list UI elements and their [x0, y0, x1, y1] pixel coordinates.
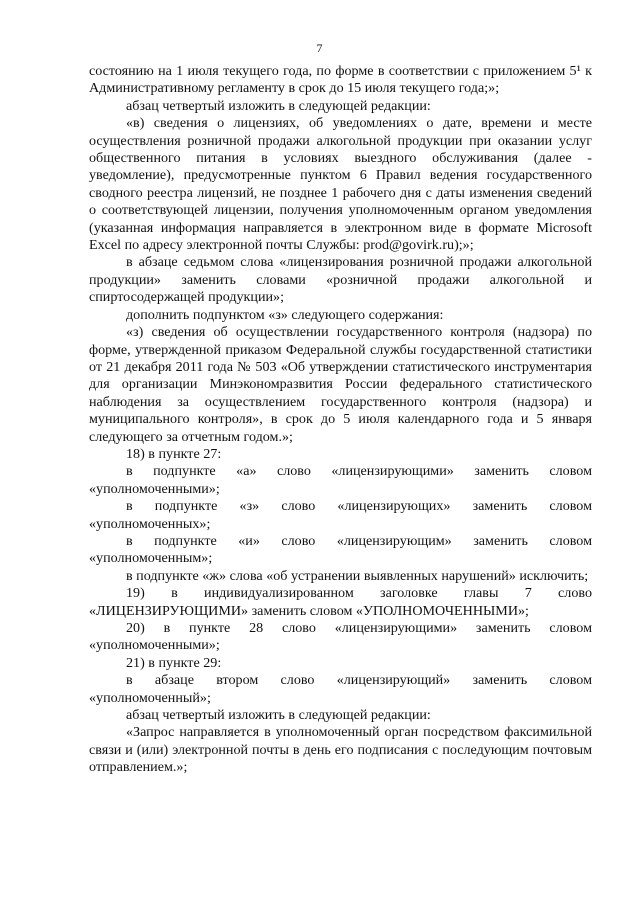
page-number: 7	[316, 41, 323, 55]
paragraph: в подпункте «а» слово «лицензирующими» заменить словом «уполномоченными»;	[89, 463, 592, 497]
paragraph: «з) сведения об осуществлении государственного контроля (надзора) по форме, утвержденной приказом Федеральной службы государственной статистики от 21 декабря 2011 года № 503 «Об утверждении статистического инструментария для организации Минэкономразвития России федерального статистического наблюдения за осуществлением государственного контроля (надзора) и муниципального контроля», в срок до 5 июля календарного года и 5 января следующего за отчетным годом.»;	[89, 324, 592, 445]
paragraph: 21) в пункте 29:	[126, 654, 222, 671]
paragraph: в подпункте «з» слово «лицензирующих» заменить словом «уполномоченных»;	[89, 498, 592, 532]
paragraph: в абзаце втором слово «лицензирующий» заменить словом «уполномоченный»;	[89, 672, 592, 706]
paragraph: дополнить подпунктом «з» следующего содержания:	[126, 306, 444, 323]
paragraph: в абзаце седьмом слова «лицензирования розничной продажи алкогольной продукции» заменить словами «розничной продажи алкогольной и спиртосодержащей продукции»;	[89, 254, 592, 306]
paragraph: «Запрос направляется в уполномоченный орган посредством факсимильной связи и (или) электронной почты в день его подписания с последующим почтовым отправлением.»;	[89, 724, 592, 776]
paragraph: в подпункте «ж» слова «об устранении выявленных нарушений» исключить;	[126, 567, 589, 584]
paragraph: состоянию на 1 июля текущего года, по форме в соответствии с приложением 5¹ к Административному регламенту в срок до 15 июля текущего года;»;	[89, 63, 592, 97]
paragraph: 19) в индивидуализированном заголовке главы 7 слово «ЛИЦЕНЗИРУЮЩИМИ» заменить словом «УПОЛНОМОЧЕННЫМИ»;	[89, 585, 592, 619]
paragraph: абзац четвертый изложить в следующей редакции:	[126, 97, 431, 114]
paragraph: «в) сведения о лицензиях, об уведомлениях о дате, времени и месте осуществления розничной продажи алкогольной продукции при оказании услуг общественного питания в условиях выездного обслуживания (далее - уведомление), предусмотренные пунктом 6 Правил ведения государственного сводного реестра лицензий, не позднее 1 рабочего дня с даты изменения сведений о соответствующей лицензии, получения уполномоченным органом уведомления (указанная информация направляется в электронном виде в формате Microsoft Excel по адресу электронной почты Службы: prod@govirk.ru);»;	[89, 115, 592, 254]
document-body	[89, 63, 592, 777]
paragraph: 20) в пункте 28 слово «лицензирующими» заменить словом «уполномоченными»;	[89, 620, 592, 654]
paragraph: 18) в пункте 27:	[126, 445, 222, 462]
paragraph: абзац четвертый изложить в следующей редакции:	[126, 707, 431, 724]
paragraph: в подпункте «и» слово «лицензирующим» заменить словом «уполномоченным»;	[89, 532, 592, 567]
